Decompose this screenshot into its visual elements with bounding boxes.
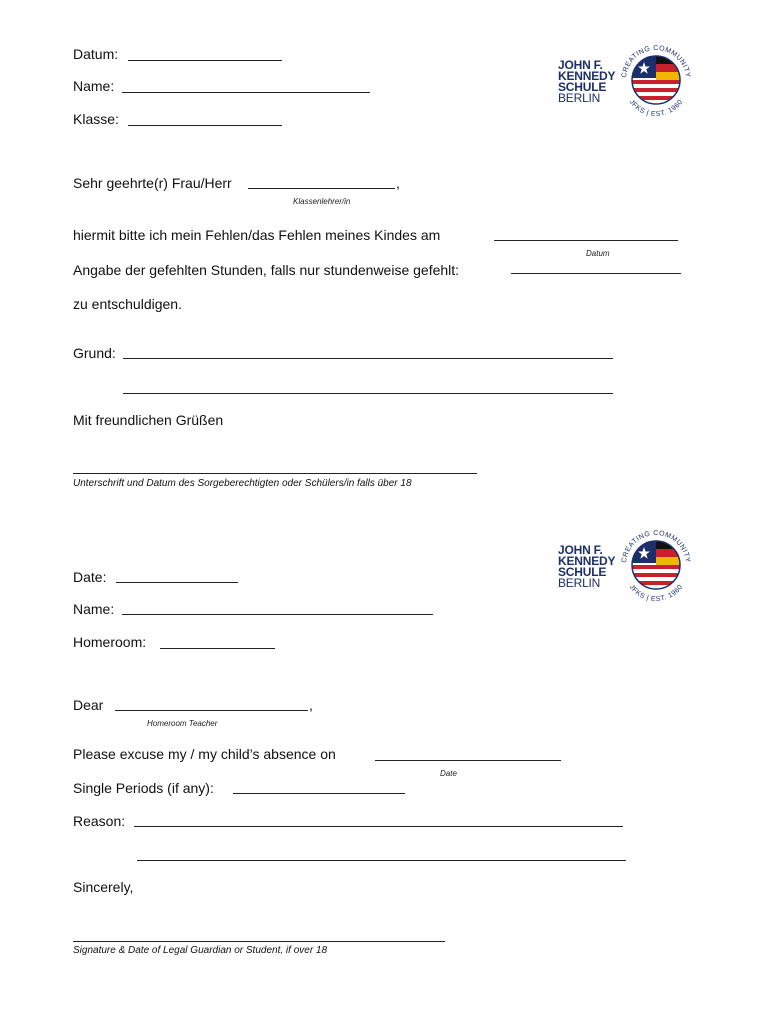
salutation-comma-de: , (396, 175, 400, 191)
logo-globe-icon (616, 525, 696, 605)
datum-label: Datum: (73, 46, 119, 62)
logo-text-line1: JOHN F. (558, 58, 603, 72)
grund-label: Grund: (73, 345, 116, 361)
absence-date-field-en[interactable] (375, 760, 561, 761)
dear-label: Dear (73, 697, 104, 713)
signature-field-de[interactable] (73, 473, 477, 474)
svg-text:CREATING COMMUNITY: CREATING COMMUNITY (621, 44, 691, 79)
logo-text-line3: SCHULE (558, 565, 607, 579)
homeroom-field[interactable] (160, 648, 275, 649)
logo-text-line4: BERLIN (558, 91, 601, 105)
homeroom-label: Homeroom: (73, 634, 147, 650)
excuse-line-de: zu entschuldigen. (73, 296, 182, 312)
teacher-caption-de: Klassenlehrer/in (293, 197, 351, 206)
absence-date-field-de[interactable] (494, 240, 678, 241)
excuse-line-en: Please excuse my / my child’s absence on (73, 746, 336, 762)
reason-field-line1[interactable] (134, 826, 623, 827)
teacher-caption-en: Homeroom Teacher (147, 719, 218, 728)
svg-text:JFKS | EST. 1960: JFKS | EST. 1960 (627, 583, 685, 604)
teacher-field-en[interactable] (115, 710, 308, 711)
logo-text-line4: BERLIN (558, 576, 601, 590)
signature-field-en[interactable] (73, 941, 445, 942)
reason-label: Reason: (73, 813, 126, 829)
date-field-en[interactable] (116, 582, 238, 583)
svg-text:JFKS | EST. 1960: JFKS | EST. 1960 (627, 98, 685, 119)
name-field-de[interactable] (122, 92, 370, 93)
svg-text:CREATING COMMUNITY: CREATING COMMUNITY (621, 529, 691, 564)
logo-text-line2: KENNEDY (558, 69, 616, 83)
logo-text-line2: KENNEDY (558, 554, 616, 568)
closing-de: Mit freundlichen Grüßen (73, 412, 224, 428)
signature-caption-en: Signature & Date of Legal Guardian or Student, if over 18 (73, 945, 328, 956)
date-caption-de: Datum (586, 249, 610, 258)
name-label-de: Name: (73, 78, 115, 94)
grund-field-line1[interactable] (123, 358, 613, 359)
reason-field-line2[interactable] (137, 860, 626, 861)
klasse-label: Klasse: (73, 111, 119, 127)
logo-text-line1: JOHN F. (558, 543, 603, 557)
dear-comma-en: , (309, 697, 313, 713)
salutation-de: Sehr geehrte(r) Frau/Herr (73, 175, 232, 191)
periods-field[interactable] (233, 793, 405, 794)
datum-field[interactable] (128, 60, 282, 61)
logo-text-line3: SCHULE (558, 80, 607, 94)
periods-label: Single Periods (if any): (73, 780, 214, 796)
name-label-en: Name: (73, 601, 115, 617)
logo-globe-icon (616, 40, 696, 120)
hours-line-de: Angabe der gefehlten Stunden, falls nur stundenweise gefehlt: (73, 262, 460, 278)
school-logo-top (558, 40, 708, 120)
hours-field-de[interactable] (511, 273, 681, 274)
klasse-field[interactable] (128, 125, 282, 126)
grund-field-line2[interactable] (123, 393, 613, 394)
closing-en: Sincerely, (73, 879, 134, 895)
teacher-field-de[interactable] (248, 188, 395, 189)
date-label-en: Date: (73, 569, 107, 585)
request-line-de: hiermit bitte ich mein Fehlen/das Fehlen meines Kindes am (73, 227, 441, 243)
name-field-en[interactable] (122, 614, 433, 615)
school-logo-bottom (558, 525, 708, 605)
date-caption-en: Date (440, 769, 457, 778)
signature-caption-de: Unterschrift und Datum des Sorgeberechtigten oder Schülers/in falls über 18 (73, 478, 412, 489)
